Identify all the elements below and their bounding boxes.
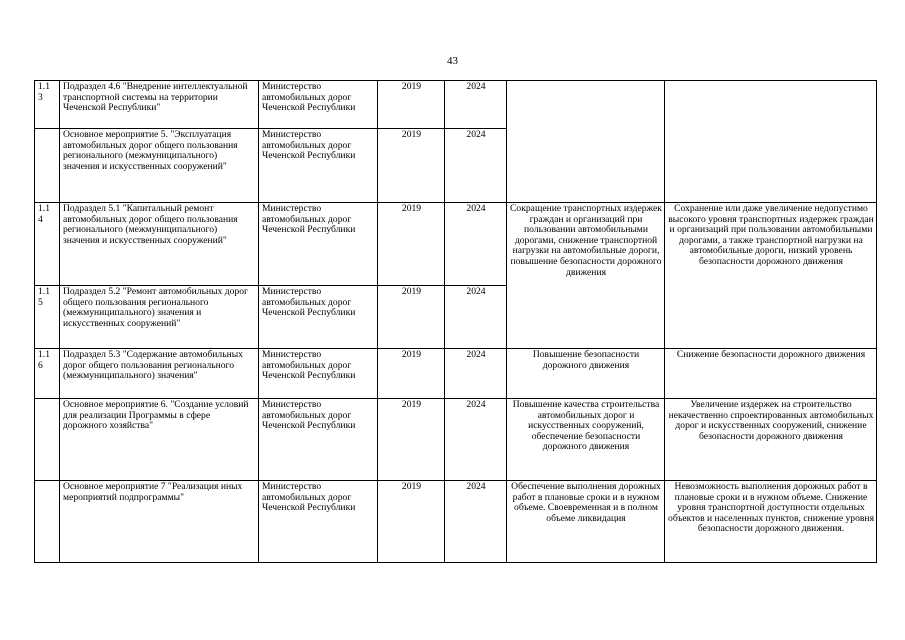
measure-name: Основное мероприятие 7 "Реализация иных мероприятий подпрограммы" [60, 481, 259, 563]
table-row [35, 399, 877, 481]
row-number [35, 129, 60, 203]
measure-name: Основное мероприятие 6. "Создание условий для реализации Программы в сфере дорожного хозяйства" [60, 399, 259, 481]
end-year: 2024 [445, 399, 507, 481]
consequence-of-non-implementation: Сохранение или даже увеличение недопустимо высокого уровня транспортных издержек граждан и организаций при пользовании автомобильными дорогами, а также транспортной нагрузки на автомобильные дороги, низкий уровень безопасности дорожного движения [665, 203, 877, 349]
responsible-executor: Министерство автомобильных дорог Чеченской Республики [259, 399, 378, 481]
table-row [35, 81, 877, 129]
expected-result-empty [507, 81, 665, 203]
row-number [35, 481, 60, 563]
end-year: 2024 [445, 203, 507, 286]
consequence-of-non-implementation: Невозможность выполнения дорожных работ в плановые сроки и в нужном объеме. Снижение уровня транспортной доступности отдельных объектов и населенных пунктов, снижение уровня безопасности дорожного движения. [665, 481, 877, 563]
row-number: 1.1 5 [35, 286, 60, 349]
row-number: 1.1 4 [35, 203, 60, 286]
consequence-empty [665, 81, 877, 203]
start-year: 2019 [378, 129, 445, 203]
start-year: 2019 [378, 286, 445, 349]
consequence-of-non-implementation: Снижение безопасности дорожного движения [665, 349, 877, 399]
responsible-executor: Министерство автомобильных дорог Чеченской Республики [259, 481, 378, 563]
responsible-executor: Министерство автомобильных дорог Чеченской Республики [259, 203, 378, 286]
expected-result: Повышение безопасности дорожного движения [507, 349, 665, 399]
measure-name: Подраздел 5.2 "Ремонт автомобильных дорог общего пользования регионального (межмуниципального) значения и искусственных сооружений" [60, 286, 259, 349]
table-row [35, 203, 877, 286]
row-number: 1.1 6 [35, 349, 60, 399]
start-year: 2019 [378, 349, 445, 399]
start-year: 2019 [378, 481, 445, 563]
start-year: 2019 [378, 399, 445, 481]
start-year: 2019 [378, 203, 445, 286]
end-year: 2024 [445, 286, 507, 349]
table-row [35, 481, 877, 563]
measure-name: Подраздел 4.6 "Внедрение интеллектуальной транспортной системы на территории Чеченской Республики" [60, 81, 259, 129]
consequence-of-non-implementation: Увеличение издержек на строительство некачественно спроектированных автомобильных дорог и искусственных сооружений, снижение безопасности дорожного движения [665, 399, 877, 481]
expected-result: Повышение качества строительства автомобильных дорог и искусственных сооружений, обеспечение безопасности дорожного движения [507, 399, 665, 481]
start-year: 2019 [378, 81, 445, 129]
end-year: 2024 [445, 129, 507, 203]
table-row [35, 349, 877, 399]
page-number: 43 [447, 55, 458, 67]
end-year: 2024 [445, 481, 507, 563]
expected-result: Сокращение транспортных издержек граждан и организаций при пользовании автомобильными дорогами, снижение транспортной нагрузки на автомобильные дороги, повышение безопасности дорожного движения [507, 203, 665, 349]
expected-result: Обеспечение выполнения дорожных работ в плановые сроки и в нужном объеме. Своевременная и в полном объеме ликвидация [507, 481, 665, 563]
responsible-executor: Министерство автомобильных дорог Чеченской Республики [259, 286, 378, 349]
responsible-executor: Министерство автомобильных дорог Чеченской Республики [259, 81, 378, 129]
program-measures-table [34, 80, 877, 563]
responsible-executor: Министерство автомобильных дорог Чеченской Республики [259, 349, 378, 399]
measure-name: Подраздел 5.1 "Капитальный ремонт автомобильных дорог общего пользования регионального (межмуниципального) значения и искусственных сооружений" [60, 203, 259, 286]
measure-name: Основное мероприятие 5. "Эксплуатация автомобильных дорог общего пользования регионального (межмуниципального) значения и искусственных сооружений" [60, 129, 259, 203]
end-year: 2024 [445, 349, 507, 399]
row-number [35, 399, 60, 481]
responsible-executor: Министерство автомобильных дорог Чеченской Республики [259, 129, 378, 203]
end-year: 2024 [445, 81, 507, 129]
measure-name: Подраздел 5.3 "Содержание автомобильных дорог общего пользования регионального (межмуниципального) значения" [60, 349, 259, 399]
row-number: 1.1 3 [35, 81, 60, 129]
